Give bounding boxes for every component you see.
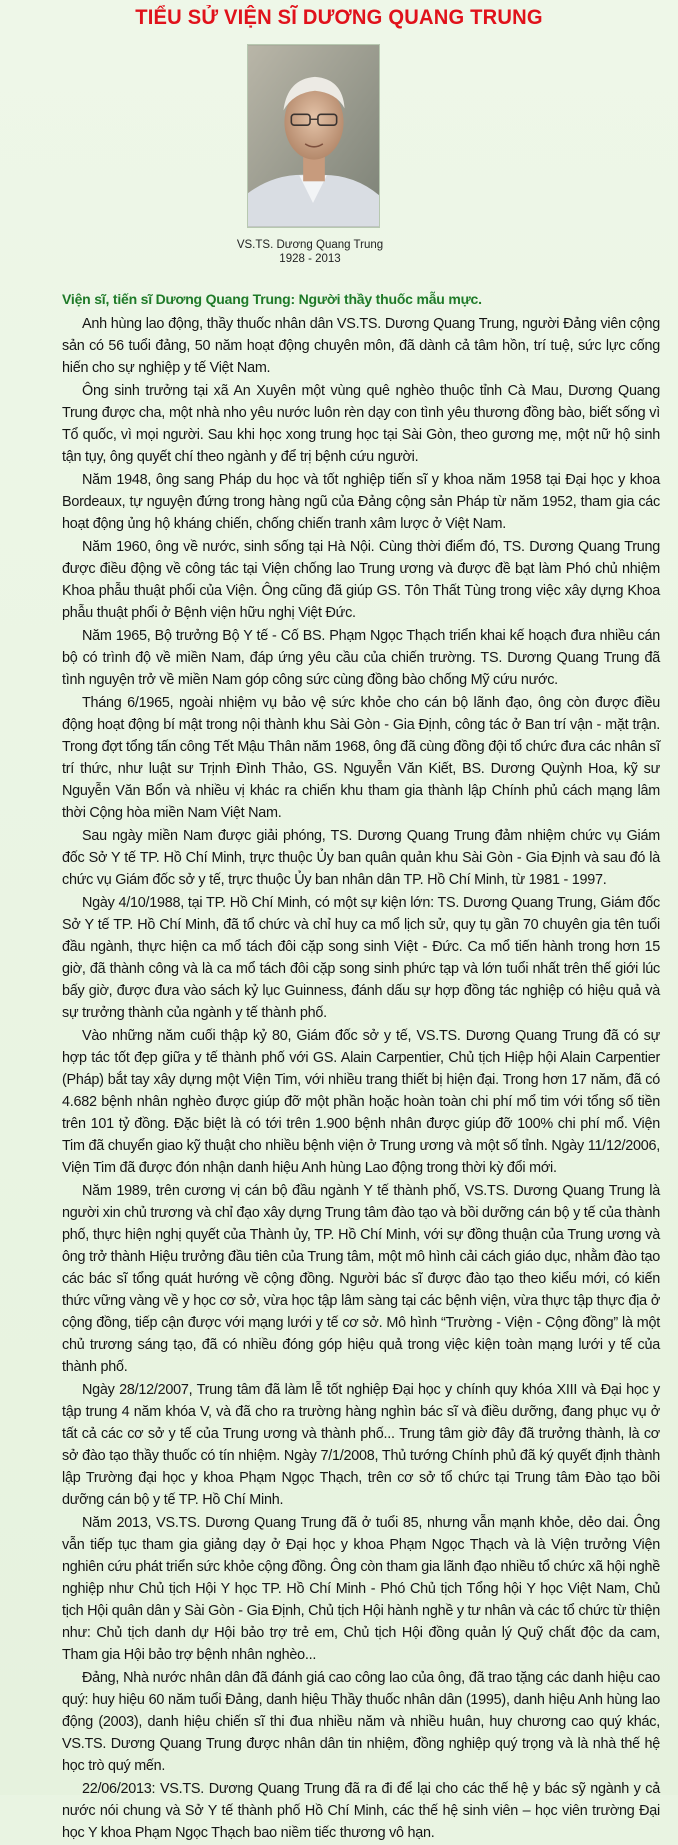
paragraph: Năm 1948, ông sang Pháp du học và tốt nghiệp tiến sĩ y khoa năm 1958 tại Đại học y khoa Bordeaux, tự nguyện đứng trong hàng ngũ của Đảng cộng sản Pháp từ năm 1952, tham gia các hoạt động ủng hộ kháng chiến, chống chiến tranh xâm lược ở Việt Nam. [62, 472, 660, 532]
lead-heading: Viện sĩ, tiến sĩ Dương Quang Trung: Người thầy thuốc mẫu mực. [62, 291, 482, 307]
paragraph: 22/06/2013: VS.TS. Dương Quang Trung đã ra đi để lại cho các thế hệ y bác sỹ ngành y cả nước nói chung và Sở Y tế thành phố Hồ Chí Minh, các thế hệ sinh viên – học viên trường Đại học Y khoa Phạm Ngọc Thạch bao niềm tiếc thương vô hạn. [62, 1781, 660, 1841]
paragraph: Năm 1989, trên cương vị cán bộ đầu ngành Y tế thành phố, VS.TS. Dương Quang Trung là người xin chủ trương và chỉ đạo xây dựng Trung tâm đào tạo và bồi dưỡng cán bộ y tế của thành phố, thực hiện nghị quyết của Thành ủy, TP. Hồ Chí Minh, với sự đồng thuận của Trung ương và ông trở thành Hiệu trưởng đầu tiên của Trung tâm, một mô hình cải cách giáo dục, nhằm đào tạo các bác sĩ tổng quát hướng về cộng đồng. Người bác sĩ được đào tạo theo kiểu mới, có kiến thức vững vàng về y học cơ sở, vừa học tập lâm sàng tại các bệnh viện, vừa thực tập thực địa ở cộng đồng, tiếp cận được với mạng lưới y tế cơ sở. Mô hình “Trường - Viện - Cộng đồng” là một chủ trương sáng tạo, đã có nhiều đóng góp hiệu quả trong việc kiện toàn mạng lưới y tế của thành phố. [62, 1183, 660, 1375]
paragraph: Năm 1965, Bộ trưởng Bộ Y tế - Cố BS. Phạm Ngọc Thạch triển khai kế hoạch đưa nhiều cán bộ có trình độ về miền Nam, đáp ứng yêu cầu của chiến trường. TS. Dương Quang Trung đã tình nguyện trở về miền Nam góp công sức cùng đồng bào chống Mỹ cứu nước. [62, 628, 660, 688]
paragraph: Đảng, Nhà nước nhân dân đã đánh giá cao công lao của ông, đã trao tặng các danh hiệu cao quý: huy hiệu 60 năm tuổi Đảng, danh hiệu Thầy thuốc nhân dân (1995), danh hiệu Anh hùng lao động (2003), danh hiệu chiến sĩ thi đua nhiều năm và nhiều huân, huy chương cao quý khác, VS.TS. Dương Quang Trung được nhân dân tin nhiệm, đồng nghiệp quý trọng và là nhà thế hệ học trò quý mến. [62, 1670, 660, 1774]
page-title: TIỂU SỬ VIỆN SĨ DƯƠNG QUANG TRUNG [135, 6, 543, 29]
paragraph: Năm 2013, VS.TS. Dương Quang Trung đã ở tuổi 85, nhưng vẫn mạnh khỏe, dẻo dai. Ông vẫn tiếp tục tham gia giảng dạy ở Đại học y khoa Phạm Ngọc Thạch và là Viện trưởng Viện nghiên cứu phát triển sức khỏe cộng đồng. Ông còn tham gia lãnh đạo nhiều tổ chức xã hội nghề nghiệp như Chủ tịch Hội Y học TP. Hồ Chí Minh - Phó Chủ tịch Tổng hội Y học Việt Nam, Chủ tịch Hội quân dân y Sài Gòn - Gia Định, Chủ tịch Hội hành nghề y tư nhân và các tổ chức từ thiện như: Chủ tịch danh dự Hội bảo trợ trẻ em, Chủ tịch Hội đồng quản lý Quỹ chất độc da cam, Tham gia Hội bảo trợ bệnh nhân nghèo... [62, 1515, 660, 1663]
paragraph: Ông sinh trưởng tại xã An Xuyên một vùng quê nghèo thuộc tỉnh Cà Mau, Dương Quang Trung được cha, một nhà nho yêu nước luôn rèn dạy con tình yêu thương đồng bào, biết sống vì Tổ quốc, vì mọi người. Sau khi học xong trung học tại Sài Gòn, theo gương mẹ, một nữ hộ sinh tận tụy, ông quyết chí theo ngành y để trị bệnh cứu người. [62, 383, 660, 465]
paragraph: Vào những năm cuối thập kỷ 80, Giám đốc sở y tế, VS.TS. Dương Quang Trung đã có sự hợp tác tốt đẹp giữa y tế thành phố với GS. Alain Carpentier, Chủ tịch Hiệp hội Alain Carpentier (Pháp) bắt tay xây dựng một Viện Tim, với nhiều trang thiết bị hiện đại. Trong hơn 17 năm, đã có 4.682 bệnh nhân nghèo được giúp đỡ một phần hoặc hoàn toàn chi phí mổ tim với tổng số tiền trên 101 tỷ đồng. Đặc biệt là có tới trên 1.900 bệnh nhân được giúp đỡ 100% chi phí mổ. Viện Tim đã chuyển giao kỹ thuật cho nhiều bệnh viện ở Trung ương và một số tỉnh. Ngày 11/12/2006, Viện Tim đã được đón nhận danh hiệu Anh hùng Lao động trong thời kỳ đổi mới. [62, 1028, 660, 1176]
paragraph: Năm 1960, ông về nước, sinh sống tại Hà Nội. Cùng thời điểm đó, TS. Dương Quang Trung được điều động về công tác tại Viện chống lao Trung ương và được đề bạt làm Phó chủ nhiệm Khoa phẫu thuật phổi của Viện. Ông cũng đã giúp GS. Tôn Thất Tùng trong việc xây dựng Khoa phẫu thuật phổi ở Bệnh viện hữu nghị Việt Đức. [62, 539, 660, 621]
paragraph: Ngày 4/10/1988, tại TP. Hồ Chí Minh, có một sự kiện lớn: TS. Dương Quang Trung, Giám đốc Sở Y tế TP. Hồ Chí Minh, đã tổ chức và chỉ huy ca mổ lịch sử, quy tụ gần 70 chuyên gia tên tuổi đầu ngành, thực hiện ca mổ tách đôi cặp song sinh Việt - Đức. Ca mổ tiến hành trong hơn 15 giờ, đã thành công và là ca mổ tách đôi cặp song sinh phức tạp và lớn tuổi nhất trên thế giới lúc bấy giờ, được đưa vào sách kỷ lục Guinness, đánh dấu sự hợp đồng tác nghiệp có hiệu quả và sự trưởng thành của ngành y tế thành phố. [62, 895, 660, 1021]
portrait-icon [248, 45, 379, 227]
caption-name: VS.TS. Dương Quang Trung [236, 239, 384, 251]
paragraph: Ngày 28/12/2007, Trung tâm đã làm lễ tốt nghiệp Đại học y chính quy khóa XIII và Đại học y tập trung 4 năm khóa V, và đã cho ra trường hàng nghìn bác sĩ và điều dưỡng, đang phục vụ ở tất cả các cơ sở y tế của Trung ương và thành phố... Trung tâm giờ đây đã trưởng thành, là cơ sở đào tạo thầy thuốc có tín nhiệm. Ngày 7/1/2008, Thủ tướng Chính phủ đã ký quyết định thành lập Trường đại học y khoa Phạm Ngọc Thạch, trên cơ sở tổ chức tại Trung tâm Đào tạo bồi dưỡng cán bộ y tế TP. Hồ Chí Minh. [62, 1382, 660, 1508]
paragraph: Tháng 6/1965, ngoài nhiệm vụ bảo vệ sức khỏe cho cán bộ lãnh đạo, ông còn được điều động hoạt động bí mật trong nội thành khu Sài Gòn - Gia Định, công tác ở Ban trí vận - mặt trận. Trong đợt tổng tấn công Tết Mậu Thân năm 1968, ông đã cùng đồng đội tổ chức đưa các nhân sĩ trí thức, như luật sư Trịnh Đình Thảo, GS. Nguyễn Văn Kiết, BS. Dương Quỳnh Hoa, kỹ sư Nguyễn Văn Bổn và nhiều vị khác ra chiến khu tham gia thành lập Chính phủ cách mạng lâm thời Cộng hòa miền Nam Việt Nam. [62, 695, 660, 821]
caption-years: 1928 - 2013 [279, 253, 341, 265]
article-body [62, 313, 660, 1845]
portrait-photo [247, 44, 380, 228]
photo-caption [0, 238, 620, 266]
paragraph: Anh hùng lao động, thầy thuốc nhân dân VS.TS. Dương Quang Trung, người Đảng viên cộng sản có 56 tuổi đảng, 50 năm hoạt động chuyên môn, đã dành cả tâm hồn, trí tuệ, sức lực cống hiến cho sự nghiệp y tế Việt Nam. [62, 316, 660, 376]
paragraph: Sau ngày miền Nam được giải phóng, TS. Dương Quang Trung đảm nhiệm chức vụ Giám đốc Sở Y tế TP. Hồ Chí Minh, trực thuộc Ủy ban quân quản khu Sài Gòn - Gia Định và sau đó là chức vụ Giám đốc sở y tế, trực thuộc Ủy ban nhân dân TP. Hồ Chí Minh, từ 1981 - 1997. [62, 828, 660, 888]
